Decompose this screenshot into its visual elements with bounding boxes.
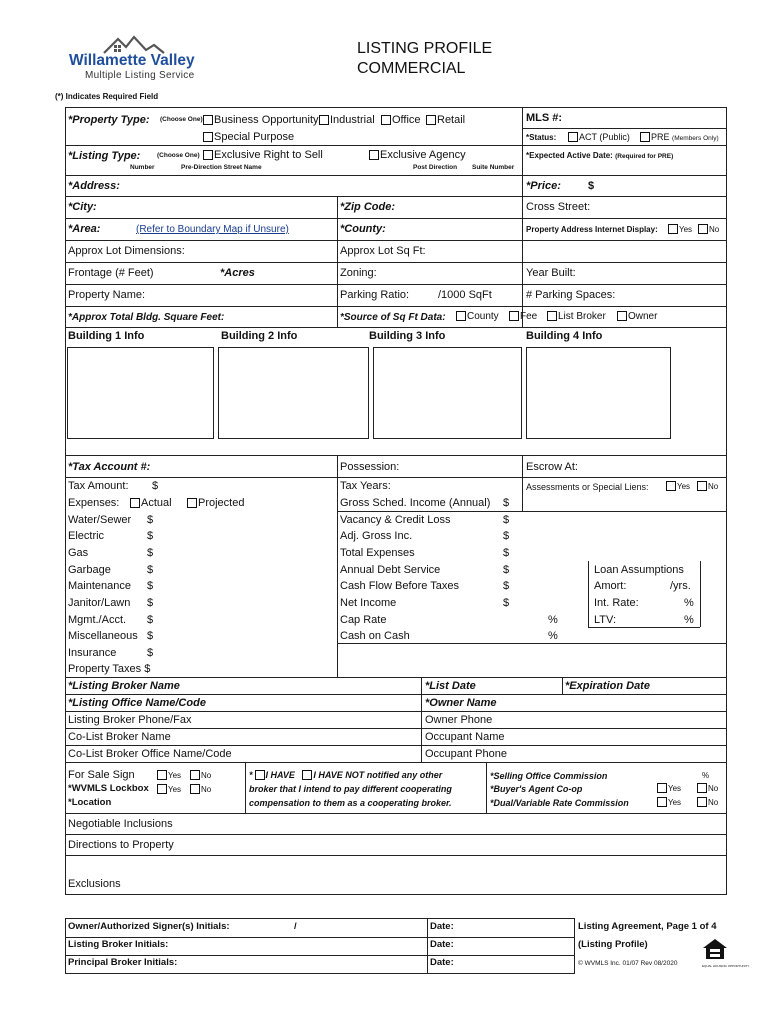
- checkbox[interactable]: [547, 311, 557, 321]
- tax-years-label: Tax Years:: [340, 480, 391, 492]
- equal-housing-icon: EQUAL HOUSING OPPORTUNITY: [702, 938, 728, 966]
- cash-on-cash-label: Cash on Cash: [340, 630, 410, 642]
- building-4-label: Building 4 Info: [526, 330, 603, 342]
- checkbox[interactable]: [697, 797, 707, 807]
- checkbox[interactable]: [617, 311, 627, 321]
- cap-rate-label: Cap Rate: [340, 614, 387, 626]
- cooperating-line-2: broker that I intend to pay different cooperating: [249, 784, 452, 794]
- acres-label: *Acres: [220, 267, 255, 279]
- expense-item: Garbage: [68, 564, 111, 576]
- checkbox[interactable]: [456, 311, 466, 321]
- expense-dollar: $: [147, 547, 154, 559]
- logo: [66, 33, 226, 85]
- dual-rate-yes[interactable]: Yes: [657, 797, 681, 808]
- checkbox[interactable]: [157, 770, 167, 780]
- checkbox[interactable]: [640, 132, 650, 142]
- type-office[interactable]: Office: [381, 114, 421, 127]
- possession-label: Possession:: [340, 461, 400, 473]
- expense-item: Janitor/Lawn: [68, 597, 131, 609]
- checkbox[interactable]: [157, 784, 167, 794]
- dual-rate-no[interactable]: No: [697, 797, 718, 808]
- type-industrial[interactable]: Industrial: [319, 114, 375, 127]
- addr-sub-street: Pre-Direction Street Name: [181, 164, 262, 171]
- checkbox[interactable]: [369, 150, 379, 160]
- co-list-broker-label: Co-List Broker Name: [68, 731, 171, 743]
- principal-date-label: Date:: [430, 957, 454, 968]
- expense-dollar: $: [147, 597, 154, 609]
- escrow-label: Escrow At:: [526, 461, 578, 473]
- amort-label: Amort:: [594, 580, 627, 592]
- checkbox[interactable]: [697, 481, 707, 491]
- income-item: Gross Sched. Income (Annual): [340, 497, 491, 509]
- mls-label: MLS #:: [526, 112, 563, 124]
- ltv-label: LTV:: [594, 614, 617, 626]
- frontage-label: Frontage (# Feet): [68, 267, 154, 279]
- property-type-label: *Property Type:: [68, 114, 150, 126]
- tax-amount-dollar: $: [152, 480, 159, 492]
- expiration-date-label: *Expiration Date: [565, 680, 650, 692]
- checkbox[interactable]: [203, 132, 213, 142]
- expense-item: Insurance: [68, 647, 117, 659]
- expense-dollar: $: [147, 580, 154, 592]
- exclusions-label: Exclusions: [68, 878, 121, 890]
- expense-item: Maintenance: [68, 580, 131, 592]
- income-dollar: $: [503, 564, 510, 576]
- form-title-1: LISTING PROFILE: [357, 40, 493, 57]
- year-built-label: Year Built:: [526, 267, 576, 279]
- income-item: Net Income: [340, 597, 397, 609]
- dual-rate-label: *Dual/Variable Rate Commission: [490, 798, 629, 808]
- expenses-actual[interactable]: Actual: [130, 497, 172, 510]
- building-2-box[interactable]: [218, 347, 369, 439]
- income-dollar: $: [503, 497, 510, 509]
- list-date-label: *List Date: [425, 680, 476, 692]
- area-label: *Area:: [68, 223, 101, 235]
- building-4-box[interactable]: [526, 347, 671, 439]
- co-list-office-label: Co-List Broker Office Name/Code: [68, 748, 232, 760]
- income-item: Vacancy & Credit Loss: [340, 514, 451, 526]
- assessments-label: Assessments or Special Liens:: [526, 482, 649, 492]
- lot-dim-label: Approx Lot Dimensions:: [68, 245, 185, 257]
- source-county[interactable]: County: [456, 310, 499, 323]
- broker-phone-label: Listing Broker Phone/Fax: [68, 714, 192, 726]
- form-title-2: COMMERCIAL: [357, 60, 466, 77]
- required-note: (*) Indicates Required Field: [55, 92, 159, 101]
- addr-sub-number: Number: [130, 164, 155, 171]
- parking-ratio-unit: /1000 SqFt: [438, 289, 492, 301]
- source-list-broker[interactable]: List Broker: [547, 310, 606, 323]
- agreement-sub-label: (Listing Profile): [578, 939, 648, 950]
- expense-item: Gas: [68, 547, 89, 559]
- source-label: *Source of Sq Ft Data:: [340, 312, 446, 323]
- address-label: *Address:: [68, 180, 120, 192]
- income-item: Adj. Gross Inc.: [340, 530, 413, 542]
- expected-active-label: *Expected Active Date: (Required for PRE): [526, 151, 674, 160]
- buyers-coop-no[interactable]: No: [697, 783, 718, 794]
- addr-display-label: Property Address Internet Display:: [526, 225, 658, 234]
- checkbox[interactable]: [190, 784, 200, 794]
- source-owner[interactable]: Owner: [617, 310, 657, 323]
- checkbox[interactable]: [668, 224, 678, 234]
- for-sale-sign-label: For Sale Sign: [68, 769, 135, 781]
- checkbox[interactable]: [568, 132, 578, 142]
- zip-label: *Zip Code:: [340, 201, 395, 213]
- lockbox-yes[interactable]: Yes: [157, 784, 181, 795]
- owner-name-label: *Owner Name: [425, 697, 497, 709]
- parking-ratio-label: Parking Ratio:: [340, 289, 410, 301]
- copyright: © WVMLS Inc. 01/07 Rev 08/2020: [578, 960, 678, 967]
- checkbox[interactable]: [698, 224, 708, 234]
- building-2-label: Building 2 Info: [221, 330, 298, 342]
- listing-type-ea[interactable]: Exclusive Agency: [369, 149, 466, 162]
- cooperating-line-1: * I HAVE I HAVE NOT notified any other: [249, 770, 443, 780]
- owner-phone-label: Owner Phone: [425, 714, 493, 726]
- bldg-sqft-label: *Approx Total Bldg. Square Feet:: [68, 312, 225, 323]
- location-label: *Location: [68, 797, 112, 808]
- income-item: Cash Flow Before Taxes: [340, 580, 460, 592]
- city-label: *City:: [68, 201, 97, 213]
- expense-dollar: $: [147, 614, 154, 626]
- principal-initials-label: Principal Broker Initials:: [68, 957, 178, 968]
- income-dollar: $: [503, 580, 510, 592]
- checkbox[interactable]: [203, 150, 213, 160]
- addr-display-no[interactable]: No: [698, 224, 719, 235]
- int-rate-percent: %: [684, 597, 694, 609]
- expense-item: Water/Sewer: [68, 514, 132, 526]
- boundary-map-link[interactable]: (Refer to Boundary Map if Unsure): [136, 224, 289, 235]
- cap-rate-percent: %: [548, 614, 558, 626]
- expense-item: Mgmt./Acct.: [68, 614, 127, 626]
- income-dollar: $: [503, 514, 510, 526]
- sign-yes[interactable]: Yes: [157, 770, 181, 781]
- cooperating-line-3: compensation to them as a cooperating broker.: [249, 798, 452, 808]
- listing-broker-name: *Listing Broker Name: [68, 680, 180, 692]
- checkbox[interactable]: [190, 770, 200, 780]
- checkbox[interactable]: [666, 481, 676, 491]
- income-dollar: $: [503, 530, 510, 542]
- type-business[interactable]: Business Opportunity: [203, 114, 319, 127]
- building-1-box[interactable]: [67, 347, 214, 439]
- building-1-label: Building 1 Info: [68, 330, 145, 342]
- cash-on-cash-percent: %: [548, 630, 558, 642]
- price-label: *Price:: [526, 180, 561, 192]
- parking-spaces-label: # Parking Spaces:: [526, 289, 616, 301]
- assessments-yes[interactable]: Yes: [666, 481, 690, 492]
- listing-type-ers[interactable]: Exclusive Right to Sell: [203, 149, 323, 162]
- addr-sub-suite: Suite Number: [472, 164, 515, 171]
- occupant-phone-label: Occupant Phone: [425, 748, 507, 760]
- zoning-label: Zoning:: [340, 267, 377, 279]
- checkbox[interactable]: [697, 783, 707, 793]
- occupant-name-label: Occupant Name: [425, 731, 505, 743]
- expense-dollar: $: [147, 647, 154, 659]
- lot-sqft-label: Approx Lot Sq Ft:: [340, 245, 426, 257]
- loan-title: Loan Assumptions: [594, 564, 684, 576]
- status-act[interactable]: ACT (Public): [568, 132, 630, 142]
- checkbox[interactable]: [187, 498, 197, 508]
- int-rate-label: Int. Rate:: [594, 597, 639, 609]
- cross-street-label: Cross Street:: [526, 201, 591, 213]
- checkbox[interactable]: [302, 770, 312, 780]
- agreement-page-label: Listing Agreement, Page 1 of 4: [578, 921, 717, 932]
- source-fee[interactable]: Fee: [509, 310, 537, 323]
- logo-subtitle: Multiple Listing Service: [85, 70, 195, 81]
- checkbox[interactable]: [426, 115, 436, 125]
- amort-unit: /yrs.: [670, 580, 691, 592]
- buyers-coop-yes[interactable]: Yes: [657, 783, 681, 794]
- listing-type-label: *Listing Type:: [68, 150, 141, 162]
- property-type-choose: (Choose One): [160, 116, 203, 123]
- lockbox-label: *WVMLS Lockbox: [68, 783, 149, 794]
- owner-initials-label: Owner/Authorized Signer(s) Initials:: [68, 921, 230, 932]
- expense-item: Electric: [68, 530, 105, 542]
- addr-display-yes[interactable]: Yes: [668, 224, 692, 235]
- checkbox[interactable]: [255, 770, 265, 780]
- negotiable-label: Negotiable Inclusions: [68, 818, 173, 830]
- type-retail[interactable]: Retail: [426, 114, 465, 127]
- expense-dollar: $: [147, 514, 154, 526]
- checkbox[interactable]: [509, 311, 519, 321]
- property-name-label: Property Name:: [68, 289, 146, 301]
- price-symbol: $: [588, 180, 595, 192]
- tax-account-label: *Tax Account #:: [68, 461, 151, 473]
- owner-initials-slash: /: [294, 921, 297, 932]
- sign-no[interactable]: No: [190, 770, 211, 781]
- expenses-label: Expenses:: [68, 497, 120, 509]
- checkbox[interactable]: [381, 115, 391, 125]
- directions-label: Directions to Property: [68, 839, 174, 851]
- income-dollar: $: [503, 597, 510, 609]
- selling-commission-percent: %: [702, 771, 710, 780]
- income-item: Total Expenses: [340, 547, 415, 559]
- logo-name: Willamette Valley: [69, 52, 195, 69]
- expense-dollar: $: [147, 630, 154, 642]
- expense-dollar: $: [147, 530, 154, 542]
- broker-date-label: Date:: [430, 939, 454, 950]
- selling-commission-label: *Selling Office Commission: [490, 771, 608, 781]
- income-item: Annual Debt Service: [340, 564, 441, 576]
- listing-office-label: *Listing Office Name/Code: [68, 697, 206, 709]
- building-3-box[interactable]: [373, 347, 522, 439]
- lockbox-no[interactable]: No: [190, 784, 211, 795]
- listing-type-choose: (Choose One): [157, 152, 200, 159]
- building-3-label: Building 3 Info: [369, 330, 446, 342]
- buyers-coop-label: *Buyer's Agent Co-op: [490, 784, 583, 794]
- checkbox[interactable]: [130, 498, 140, 508]
- checkbox[interactable]: [657, 783, 667, 793]
- expenses-projected[interactable]: Projected: [187, 497, 244, 510]
- broker-initials-label: Listing Broker Initials:: [68, 939, 169, 950]
- expense-item: Miscellaneous: [68, 630, 138, 642]
- county-label: *County:: [340, 223, 386, 235]
- status-pre[interactable]: PRE (Members Only): [640, 132, 719, 143]
- owner-date-label: Date:: [430, 921, 454, 932]
- checkbox[interactable]: [319, 115, 329, 125]
- expense-dollar: $: [147, 564, 154, 576]
- status-label: *Status:: [526, 133, 557, 142]
- type-special[interactable]: Special Purpose: [203, 131, 294, 144]
- income-dollar: $: [503, 547, 510, 559]
- checkbox[interactable]: [203, 115, 213, 125]
- checkbox[interactable]: [657, 797, 667, 807]
- ltv-percent: %: [684, 614, 694, 626]
- property-taxes-label: Property Taxes $: [68, 663, 151, 675]
- assessments-no[interactable]: No: [697, 481, 718, 492]
- addr-sub-post: Post Direction: [413, 164, 458, 171]
- tax-amount-label: Tax Amount:: [68, 480, 129, 492]
